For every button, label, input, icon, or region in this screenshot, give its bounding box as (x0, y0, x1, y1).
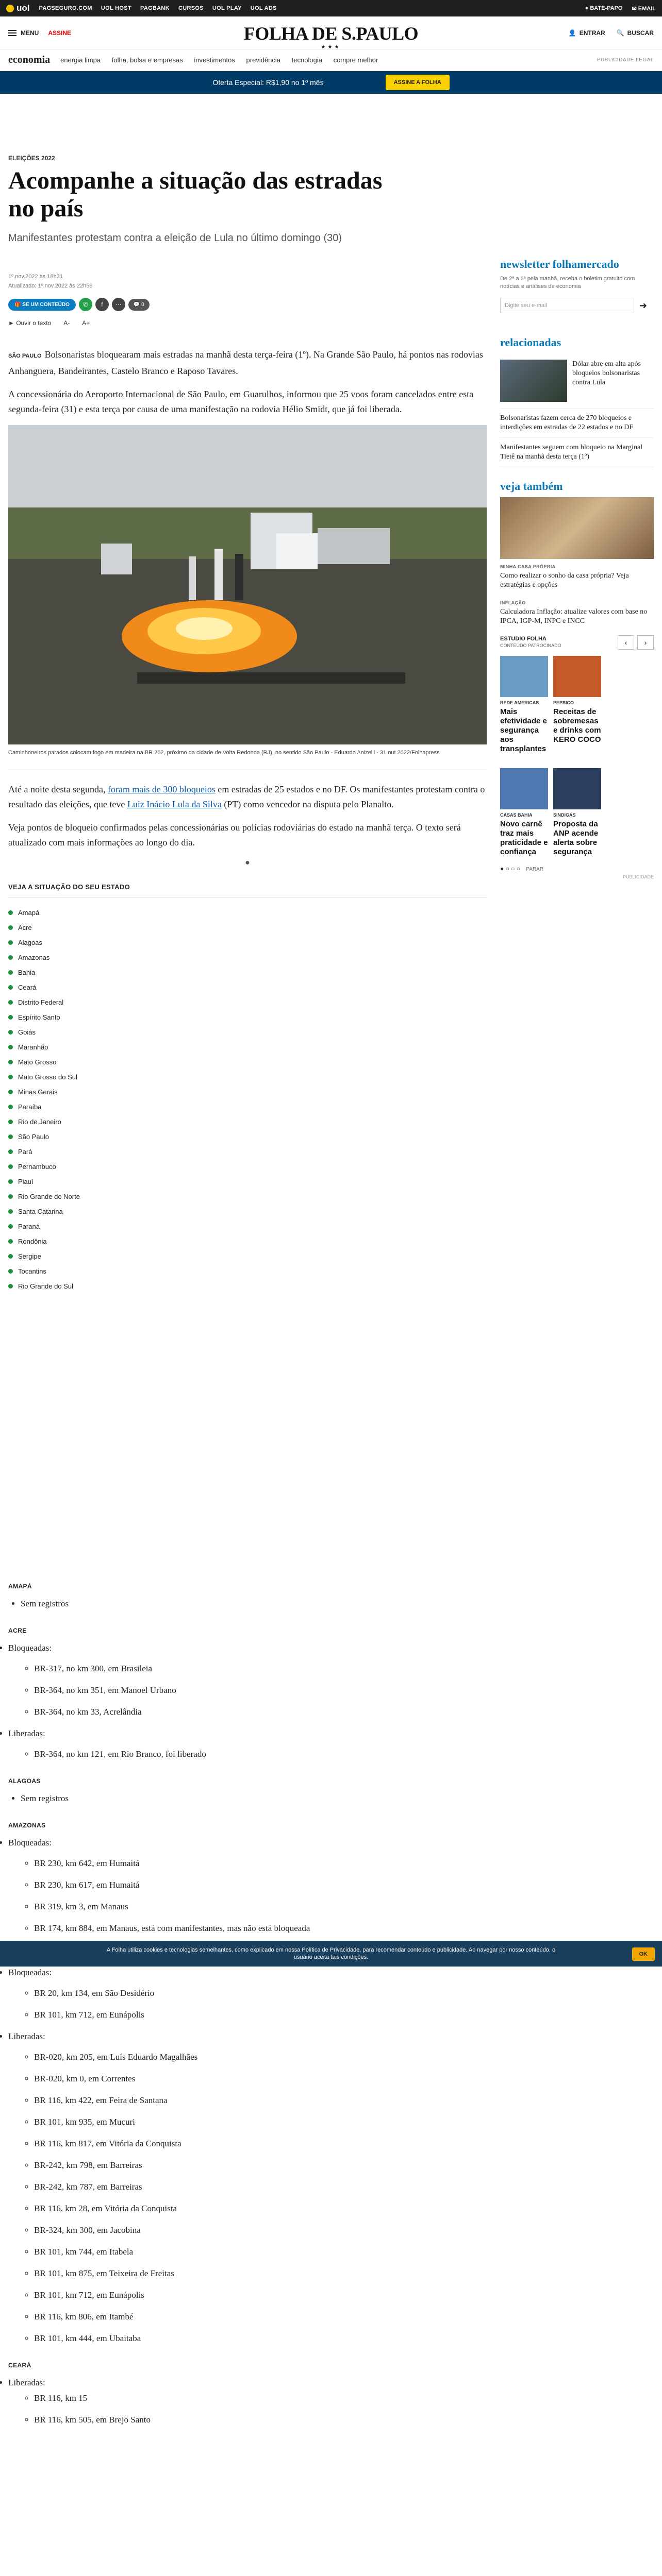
states-heading: VEJA A SITUAÇÃO DO SEU ESTADO (8, 883, 487, 897)
uol-links (39, 5, 284, 11)
road-item: ◦ BR 20, km 134, em São Desidério (34, 1987, 487, 2000)
state-link[interactable]: Rio Grande do Norte (8, 1193, 487, 1200)
road-item: ◦ BR 116, km 422, em Feira de Santana (34, 2094, 487, 2107)
uol-link[interactable]: UOL HOST (101, 5, 131, 11)
section-link[interactable]: compre melhor (333, 56, 378, 64)
road-item: ◦ BR-020, km 0, em Correntes (34, 2072, 487, 2086)
uol-link[interactable]: PAGSEGURO.COM (39, 5, 92, 11)
state-link[interactable]: Piauí (8, 1178, 487, 1185)
road-item: ◦ BR 319, km 3, em Manaus (34, 1900, 487, 1913)
see-also-tag: MINHA CASA PRÓPRIA (500, 564, 556, 569)
road-item: ◦ BR 230, km 642, em Humaitá (34, 1857, 487, 1870)
road-item: ◦ BR-364, no km 33, Acrelândia (34, 1705, 487, 1719)
article-dates: 1º.nov.2022 às 18h31 Atualizado: 1º.nov.2022 às 22h59 (8, 274, 93, 289)
paragraph: Até a noite desta segunda, foram mais de 300 bloqueios em estradas de 25 estados e no DF. Os manifestantes protestam contra o resultado das eleições, que teve Luiz Inácio Lula da Silva (PT) como vencedor na disputa pelo Planalto. (8, 784, 485, 809)
section-link[interactable]: previdência (246, 56, 281, 64)
section-nav (0, 49, 662, 71)
sponsored-card-title: Mais efetividade e segurança aos transplantes (500, 707, 547, 753)
status-label: Liberadas: (8, 2031, 45, 2041)
state-link[interactable]: Rondônia (8, 1238, 487, 1245)
sponsored-card-title: Proposta da ANP acende alerta sobre segurança (553, 820, 599, 856)
sponsored-card-label: SINDIGÁS (553, 812, 576, 818)
sponsored-card-image (500, 656, 548, 697)
bloqueios-link[interactable]: foram mais de 300 bloqueios (107, 784, 216, 794)
uol-link[interactable]: UOL ADS (250, 5, 277, 11)
see-also-image[interactable] (500, 497, 654, 559)
article-subtitle: Manifestantes protestam contra a eleição de Lula no último domingo (30) (8, 232, 342, 244)
paragraph: A concessionária do Aeroporto Internacional de São Paulo, em Guarulhos, informou que 25 voos foram cancelados entre esta segunda-feira (31) e esta terça por causa de uma manifestação na rodovia Hélio Smidt, que já foi liberada. (8, 389, 474, 414)
sponsored-cards-row (500, 768, 654, 857)
road-item: ◦ BR 230, km 617, em Humaitá (34, 1878, 487, 1892)
road-item: ◦ BR 116, km 806, em Itambé (34, 2310, 487, 2324)
road-item: ◦ BR-242, km 787, em Barreiras (34, 2180, 487, 2194)
sponsored-card-image (500, 768, 548, 809)
road-item: ◦ BR 174, km 884, em Manaus, está com manifestantes, mas não está bloqueada (34, 1922, 487, 1935)
sidebar (500, 155, 654, 879)
newsletter-email-input[interactable]: Digite seu e-mail (500, 298, 634, 313)
road-item: ◦ BR-020, km 205, em Luís Eduardo Magalhães (34, 2050, 487, 2064)
search-icon: 🔍 (616, 29, 624, 37)
sponsored-card-image (553, 768, 601, 809)
state-link[interactable]: Amapá (8, 909, 487, 917)
status-label: Bloqueadas: (8, 1968, 52, 1977)
state-link[interactable]: Maranhão (8, 1043, 487, 1051)
carousel-controls (500, 865, 654, 872)
promo-text: Oferta Especial: R$1,90 no 1º mês (212, 78, 324, 87)
sponsored-card-label: CASAS BAHIA (500, 812, 533, 818)
see-also-link[interactable]: Calculadora Inflação: atualize valores com base no IPCA, IGP-M, INPC e INCC (500, 608, 648, 625)
road-item: ◦ BR 116, km 817, em Vitória da Conquista (34, 2137, 487, 2150)
uol-link[interactable]: PAGBANK (140, 5, 170, 11)
see-also-title: veja também (500, 480, 563, 493)
road-item: ◦ BR-364, no km 351, em Manoel Urbano (34, 1684, 487, 1697)
search-button[interactable]: 🔍 BUSCAR (616, 29, 654, 37)
gift-article-button[interactable]: 🎁 SE UM CONTEÚDO (8, 299, 76, 311)
state-blocks (8, 1566, 487, 2435)
hamburger-icon (8, 30, 16, 36)
uol-top-bar (0, 0, 662, 16)
site-header (0, 16, 662, 49)
state-link[interactable]: Acre (8, 924, 487, 931)
road-item: ◦ BR 116, km 28, em Vitória da Conquista (34, 2202, 487, 2215)
road-item: ◦ BR-364, no km 121, em Rio Branco, foi liberado (34, 1748, 487, 1761)
pause-button[interactable]: PARAR (526, 867, 544, 872)
promo-bar (0, 71, 662, 94)
state-link[interactable]: Rio Grande do Sul (8, 1282, 487, 1290)
bate-papo-link[interactable]: ● BATE-PAPO (585, 5, 623, 11)
photo-caption: Caminhoneiros parados colocam fogo em madeira na BR 262, próximo da cidade de Volta Redonda (RJ), no sentido São Paulo - Eduardo Anizelli - 31.out.2022/Folhapress (8, 744, 487, 770)
reading-tools (8, 319, 487, 327)
sponsored-card[interactable] (553, 656, 601, 754)
newsletter-title[interactable]: newsletter folhamercado (500, 258, 619, 270)
article-main (8, 155, 487, 1297)
paragraph: SÃO PAULO Bolsonaristas bloquearam mais estradas na manhã desta terça-feira (1º). Na Grande São Paulo, há pontos nas rodovias Anhanguera, Bandeirantes, Castelo Branco e Raposo Tavares. (8, 349, 483, 376)
state-link[interactable]: Pará (8, 1148, 487, 1156)
article-photo[interactable] (8, 425, 487, 744)
status-label: Liberadas: (8, 1728, 45, 1738)
more-share-icon[interactable]: ⋯ (112, 298, 125, 311)
sponsored-label: CONTEÚDO PATROCINADO (500, 643, 561, 648)
list-item: • Sem registros (21, 1792, 487, 1805)
state-link[interactable]: Tocantins (8, 1267, 487, 1275)
state-link[interactable]: Paraná (8, 1223, 487, 1230)
state-link[interactable]: Sergipe (8, 1252, 487, 1260)
carousel-next-icon[interactable]: › (637, 635, 654, 650)
sponsored-card[interactable] (500, 656, 548, 754)
uol-link[interactable]: CURSOS (178, 5, 204, 11)
login-button[interactable]: 👤 ENTRAR (568, 29, 605, 37)
uol-dot-icon (6, 5, 14, 12)
assine-link[interactable]: ASSINE (48, 29, 72, 37)
comments-count[interactable]: 💬 0 (128, 299, 150, 311)
sponsored-card-label: REDE AMERICAS (500, 700, 539, 705)
state-link[interactable]: Santa Catarina (8, 1208, 487, 1215)
logo-stars: ★★★ (321, 44, 341, 50)
road-item: ◦ BR 101, km 712, em Eunápolis (34, 2289, 487, 2302)
road-item: ◦ BR-242, km 798, em Barreiras (34, 2159, 487, 2172)
estudio-logo: ESTUDIO FOLHA (500, 636, 547, 642)
subscribe-button[interactable]: ASSINE A FOLHA (386, 75, 450, 90)
state-link[interactable]: Mato Grosso (8, 1058, 487, 1066)
ad-label: PUBLICIDADE (622, 874, 654, 879)
sponsored-card[interactable] (553, 768, 601, 857)
uol-right (585, 5, 656, 12)
road-item: ◦ BR-324, km 300, em Jacobina (34, 2224, 487, 2237)
see-also-tag: INFLAÇÃO (500, 600, 526, 605)
road-item: ◦ BR 101, km 712, em Eunápolis (34, 2008, 487, 2022)
estudio-folha-header (500, 635, 654, 650)
amazonas-list (8, 1836, 487, 1935)
road-item: ◦ BR-317, no km 300, em Brasileia (34, 1662, 487, 1675)
section-link[interactable]: tecnologia (291, 56, 322, 64)
state-link[interactable]: Rio de Janeiro (8, 1118, 487, 1126)
article-lede (8, 347, 487, 417)
share-bar (8, 298, 487, 311)
related-item[interactable]: Manifestantes seguem com bloqueio na Marginal Tietê na manhã desta terça (1º) (500, 438, 654, 467)
article-body (8, 782, 487, 850)
ceara-list (8, 2376, 487, 2427)
publicidade-legal-link[interactable]: PUBLICIDADE LEGAL (597, 57, 654, 63)
state-link[interactable]: São Paulo (8, 1133, 487, 1141)
cookie-banner (0, 1941, 662, 1967)
article-title: Acompanhe a situação das estradas no país (8, 167, 383, 222)
pagination-dot[interactable]: ● (245, 858, 250, 867)
related-thumb (500, 360, 567, 402)
user-icon: 👤 (568, 29, 576, 37)
sponsored-card-image (553, 656, 601, 697)
road-blockade-image (8, 425, 487, 744)
newsletter-description: De 2ª a 6ª pela manhã, receba o boletim gratuito com notícias e análises de economia (500, 276, 635, 290)
carousel-dots[interactable]: ● ○ ○ ○ (500, 865, 520, 872)
state-link[interactable]: Mato Grosso do Sul (8, 1073, 487, 1081)
sponsored-cards-row (500, 656, 654, 754)
listen-button[interactable]: ► Ouvir o texto (8, 319, 52, 327)
uol-link[interactable]: UOL PLAY (212, 5, 242, 11)
related-title: relacionadas (500, 336, 561, 349)
state-link[interactable]: Paraíba (8, 1103, 487, 1111)
state-link[interactable]: Pernambuco (8, 1163, 487, 1171)
related-item[interactable]: Bolsonaristas fazem cerca de 270 bloqueios e interdições em estradas de 22 estados e no DF (500, 409, 654, 438)
road-item: ◦ BR 101, km 875, em Teixeira de Freitas (34, 2267, 487, 2280)
email-link[interactable]: ✉ EMAIL (632, 5, 656, 12)
road-item: ◦ BR 101, km 935, em Mucuri (34, 2115, 487, 2129)
road-item: ◦ BR 101, km 744, em Itabela (34, 2245, 487, 2259)
road-item: ◦ BR 116, km 15 (34, 2392, 487, 2405)
sponsored-card-title: Novo carnê traz mais praticidade e confiança (500, 820, 548, 856)
list-item: • Sem registros (21, 1597, 487, 1611)
acre-list (8, 1641, 487, 1761)
state-heading: AMAPÁ (8, 1583, 32, 1590)
state-link[interactable]: Ceará (8, 984, 487, 991)
font-decrease-button[interactable]: A- (63, 319, 70, 327)
facebook-icon[interactable]: f (95, 298, 109, 311)
section-link[interactable]: investimentos (194, 56, 235, 64)
cookie-accept-button[interactable]: OK (632, 1947, 655, 1961)
sponsored-card-label: PEPSICO (553, 700, 574, 705)
state-heading: ALAGOAS (8, 1777, 41, 1785)
sponsored-card[interactable] (500, 768, 548, 857)
bahia-list (8, 1966, 487, 2345)
state-link[interactable]: Amazonas (8, 954, 487, 961)
state-link[interactable]: Bahia (8, 969, 487, 976)
article-kicker[interactable]: ELEIÇÕES 2022 (8, 155, 55, 162)
sponsored-card-title: Receitas de sobremesas e drinks com KERO COCO (553, 707, 601, 744)
font-increase-button[interactable]: A+ (82, 319, 90, 327)
related-item[interactable]: Dólar abre em alta após bloqueios bolsonaristas contra Lula (500, 353, 654, 409)
site-logo[interactable]: FOLHA DE S.PAULO ★★★ (243, 23, 419, 50)
carousel-prev-icon[interactable]: ‹ (618, 635, 634, 650)
states-list (8, 909, 487, 1290)
state-link[interactable]: Minas Gerais (8, 1088, 487, 1096)
whatsapp-icon[interactable]: ✆ (79, 298, 92, 311)
uol-logo[interactable]: uol (6, 3, 30, 13)
state-heading: ACRE (8, 1627, 27, 1634)
state-link[interactable]: Distrito Federal (8, 998, 487, 1006)
state-link[interactable]: Alagoas (8, 939, 487, 946)
paragraph: Veja pontos de bloqueio confirmados pelas concessionárias ou polícias rodoviárias do estado na manhã terça. O texto será atualizado com mais informações ao longo do dia. (8, 822, 461, 848)
section-link[interactable]: energia limpa (60, 56, 101, 64)
state-link[interactable]: Espírito Santo (8, 1013, 487, 1021)
lula-link[interactable]: Luiz Inácio Lula da Silva (127, 799, 222, 809)
newsletter-submit-arrow-icon[interactable]: ➜ (639, 300, 648, 311)
status-label: Liberadas: (8, 2378, 45, 2387)
state-heading: AMAZONAS (8, 1822, 46, 1829)
section-link[interactable]: folha, bolsa e empresas (111, 56, 183, 64)
road-item: ◦ BR 116, km 505, em Brejo Santo (34, 2413, 487, 2427)
see-also-link[interactable]: Como realizar o sonho da casa própria? Veja estratégias e opções (500, 572, 629, 589)
state-heading: CEARÁ (8, 2362, 31, 2369)
cookie-text: A Folha utiliza cookies e tecnologias semelhantes, como explicado em nossa Política de Privacidade, para recomendar conteúdo e publicidade. Ao navegar por nosso conteúdo, o usuário aceita tais condições. (106, 1947, 556, 1960)
state-link[interactable]: Goiás (8, 1028, 487, 1036)
road-item: ◦ BR 101, km 444, em Ubaitaba (34, 2332, 487, 2345)
section-title[interactable]: economia (8, 54, 51, 65)
status-label: Bloqueadas: (8, 1838, 52, 1848)
menu-button[interactable]: MENU (8, 29, 39, 37)
status-label: Bloqueadas: (8, 1643, 52, 1653)
